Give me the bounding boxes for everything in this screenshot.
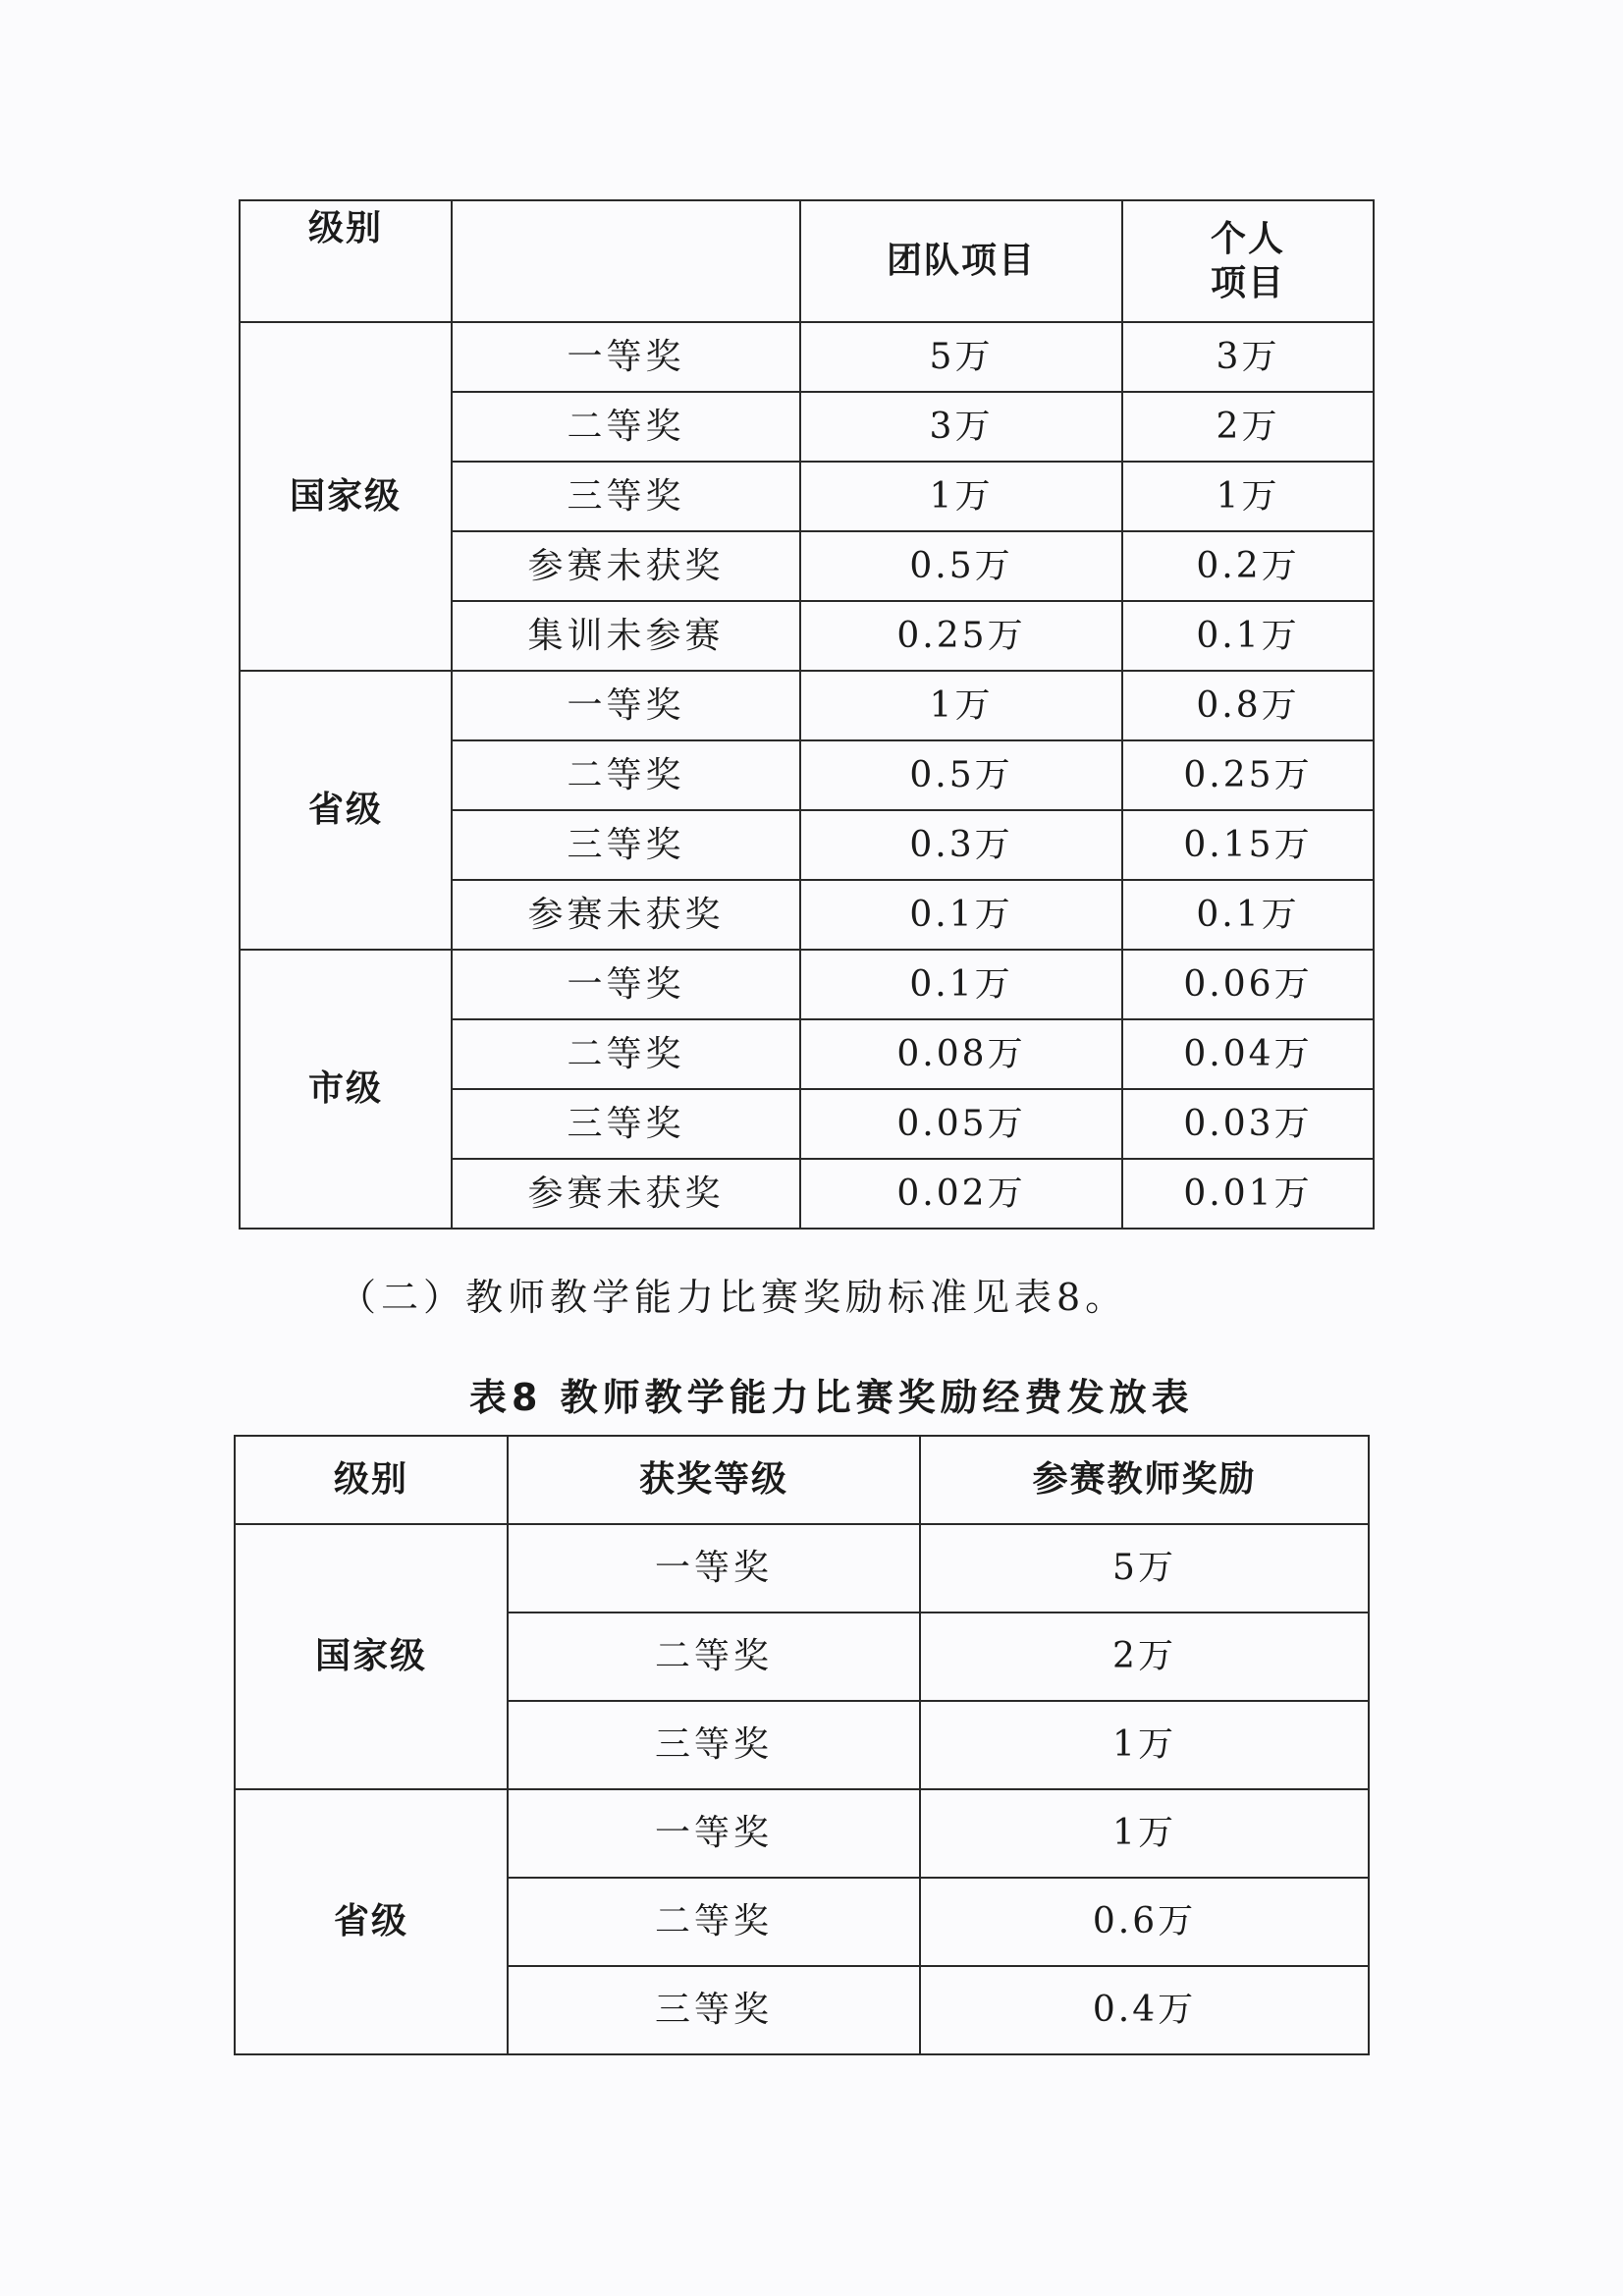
award-table-8 — [234, 1435, 1370, 2055]
team-cell: 0.1万 — [800, 950, 1122, 1019]
grade-cell: 二等奖 — [508, 1613, 920, 1701]
award-cell: 二等奖 — [452, 1019, 800, 1089]
team-cell: 0.02万 — [800, 1159, 1122, 1229]
reward-cell: 1万 — [920, 1789, 1369, 1878]
header-individual-line2: 项目 — [1210, 263, 1285, 303]
team-cell: 0.5万 — [800, 740, 1122, 810]
header-level: 级别 — [235, 1436, 508, 1524]
grade-cell: 二等奖 — [508, 1878, 920, 1966]
individual-cell: 0.03万 — [1122, 1089, 1374, 1159]
table-row — [240, 322, 1374, 392]
team-cell: 0.3万 — [800, 810, 1122, 880]
header-team: 团队项目 — [800, 200, 1122, 322]
reward-cell: 0.4万 — [920, 1966, 1369, 2054]
team-cell: 5万 — [800, 322, 1122, 392]
table-header-row — [240, 200, 1374, 322]
table-header-row — [235, 1436, 1369, 1524]
grade-cell: 三等奖 — [508, 1966, 920, 2054]
team-cell: 1万 — [800, 462, 1122, 531]
reward-cell: 2万 — [920, 1613, 1369, 1701]
team-cell: 0.25万 — [800, 601, 1122, 671]
table-row — [235, 1524, 1369, 1613]
individual-cell: 0.1万 — [1122, 601, 1374, 671]
grade-cell: 一等奖 — [508, 1789, 920, 1878]
individual-cell: 2万 — [1122, 392, 1374, 462]
team-cell: 0.08万 — [800, 1019, 1122, 1089]
individual-cell: 0.01万 — [1122, 1159, 1374, 1229]
individual-cell: 0.8万 — [1122, 671, 1374, 740]
award-cell: 一等奖 — [452, 322, 800, 392]
award-cell: 一等奖 — [452, 950, 800, 1019]
individual-cell: 0.06万 — [1122, 950, 1374, 1019]
level-cell: 市级 — [240, 950, 452, 1229]
grade-cell: 一等奖 — [508, 1524, 920, 1613]
individual-cell: 0.25万 — [1122, 740, 1374, 810]
team-cell: 3万 — [800, 392, 1122, 462]
award-cell: 集训未参赛 — [452, 601, 800, 671]
team-cell: 0.1万 — [800, 880, 1122, 950]
individual-cell: 0.2万 — [1122, 531, 1374, 601]
individual-cell: 0.1万 — [1122, 880, 1374, 950]
level-cell: 国家级 — [235, 1524, 508, 1789]
reward-cell: 0.6万 — [920, 1878, 1369, 1966]
team-cell: 1万 — [800, 671, 1122, 740]
header-reward: 参赛教师奖励 — [920, 1436, 1369, 1524]
header-individual — [1122, 200, 1374, 322]
award-cell: 参赛未获奖 — [452, 1159, 800, 1229]
award-cell: 三等奖 — [452, 1089, 800, 1159]
level-cell: 省级 — [240, 671, 452, 950]
level-cell: 省级 — [235, 1789, 508, 2054]
level-cell: 国家级 — [240, 322, 452, 671]
grade-cell: 三等奖 — [508, 1701, 920, 1789]
individual-cell: 3万 — [1122, 322, 1374, 392]
award-table-7 — [239, 199, 1375, 1230]
reward-cell: 5万 — [920, 1524, 1369, 1613]
award-cell: 三等奖 — [452, 810, 800, 880]
table-caption: 表8 教师教学能力比赛奖励经费发放表 — [469, 1376, 1194, 1419]
team-cell: 0.05万 — [800, 1089, 1122, 1159]
table-row — [240, 950, 1374, 1019]
award-cell: 三等奖 — [452, 462, 800, 531]
award-cell: 参赛未获奖 — [452, 531, 800, 601]
table-row — [240, 671, 1374, 740]
award-cell: 参赛未获奖 — [452, 880, 800, 950]
individual-cell: 1万 — [1122, 462, 1374, 531]
reward-cell: 1万 — [920, 1701, 1369, 1789]
award-cell: 二等奖 — [452, 392, 800, 462]
award-cell: 一等奖 — [452, 671, 800, 740]
individual-cell: 0.04万 — [1122, 1019, 1374, 1089]
header-individual-line1: 个人 — [1210, 219, 1285, 259]
header-blank — [452, 200, 800, 322]
header-level: 级别 — [240, 200, 452, 322]
body-paragraph: （二）教师教学能力比赛奖励标准见表8。 — [339, 1276, 1128, 1319]
individual-cell: 0.15万 — [1122, 810, 1374, 880]
team-cell: 0.5万 — [800, 531, 1122, 601]
header-grade: 获奖等级 — [508, 1436, 920, 1524]
table-row — [235, 1789, 1369, 1878]
award-cell: 二等奖 — [452, 740, 800, 810]
